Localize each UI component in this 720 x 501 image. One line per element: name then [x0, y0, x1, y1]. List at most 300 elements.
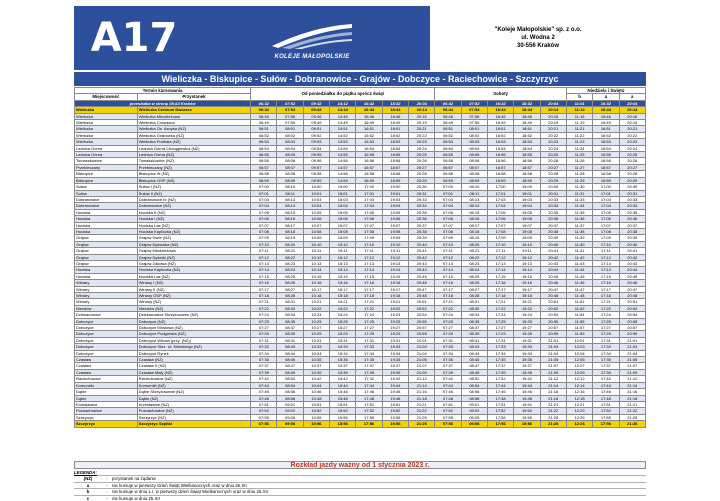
departure-time: 20:19 [540, 120, 566, 126]
departure-time: 10:01 [303, 190, 329, 196]
departure-time: 08:21 [461, 248, 487, 254]
departure-time: 17:33 [487, 344, 513, 350]
departure-time: 07:35 [251, 357, 277, 363]
departure-time: 14:57 [330, 164, 356, 170]
departure-time: 21:14 [619, 382, 645, 388]
departure-time: 17:18 [356, 293, 382, 299]
departure-time: 18:55 [382, 152, 408, 158]
departure-time: 21:18 [619, 395, 645, 401]
departure-time: 12:04 [566, 350, 592, 356]
stop-town: Dobranowice [75, 203, 138, 209]
departure-time: 07:44 [435, 382, 461, 388]
company-city: 30-556 Kraków [516, 43, 560, 49]
departure-time: 14:49 [330, 120, 356, 126]
departure-time: 18:51 [382, 126, 408, 132]
departure-time: 17:25 [356, 318, 382, 324]
departure-time: 09:57 [303, 164, 329, 170]
departure-time: 15:05 [330, 209, 356, 215]
departure-time: 17:10 [356, 241, 382, 247]
departure-time: 18:52 [382, 132, 408, 138]
departure-time: 20:29 [540, 177, 566, 183]
departure-time: 17:09 [487, 235, 513, 241]
departure-time: 07:34 [435, 350, 461, 356]
departure-time: 07:00 [435, 184, 461, 190]
departure-time: 08:56 [277, 389, 303, 395]
departure-time: 10:35 [303, 357, 329, 363]
stop-town: Huciska [75, 209, 138, 215]
departure-time: 11:38 [566, 228, 592, 234]
departure-time: 17:14 [356, 267, 382, 273]
departure-time: 07:21 [251, 299, 277, 305]
departure-time: 17:42 [487, 376, 513, 382]
connection-time: 11:01 [566, 100, 592, 106]
departure-time: 17:18 [593, 293, 619, 299]
departure-time: 20:38 [619, 228, 645, 234]
departure-time: 09:49 [303, 120, 329, 126]
departure-time: 09:05 [277, 414, 303, 420]
departure-time: 09:46 [303, 113, 329, 119]
departure-time: 19:11 [382, 248, 408, 254]
departure-time: 19:21 [514, 299, 540, 305]
departure-time: 17:14 [593, 267, 619, 273]
departure-time: 17:06 [487, 216, 513, 222]
departure-time: 17:51 [356, 401, 382, 407]
company-address [430, 6, 646, 70]
stop-town: Grajów [75, 248, 138, 254]
departure-time: 18:58 [382, 171, 408, 177]
departure-time: 19:48 [514, 395, 540, 401]
stop-name: Dobczyce Podgórska (NŻ) [137, 331, 250, 337]
departure-time: 21:03 [409, 344, 435, 350]
departure-time: 20:28 [409, 171, 435, 177]
departure-time: 20:39 [619, 235, 645, 241]
departure-time: 07:17 [435, 286, 461, 292]
departure-time: 17:42 [356, 376, 382, 382]
departure-time: 16:55 [487, 152, 513, 158]
departure-time: 10:46 [303, 389, 329, 395]
table-row [75, 421, 646, 427]
departure-time: 20:43 [409, 260, 435, 266]
departure-time: 06:53 [435, 139, 461, 145]
stop-name: Huciska Kapliczka (NŻ) [137, 228, 250, 234]
departure-time: 16:54 [593, 145, 619, 151]
departure-time: 15:00 [330, 184, 356, 190]
departure-time: 10:13 [303, 260, 329, 266]
departure-time: 20:26 [540, 158, 566, 164]
departure-time: 17:44 [593, 382, 619, 388]
departure-time: 17:27 [487, 325, 513, 331]
departure-time: 21:01 [409, 337, 435, 343]
departure-time: 15:42 [330, 376, 356, 382]
departure-time: 17:33 [356, 344, 382, 350]
departure-time: 18:53 [514, 139, 540, 145]
departure-time: 11:28 [566, 171, 592, 177]
stop-town: Huciska [75, 267, 138, 273]
stop-town: Wieliczka [75, 132, 138, 138]
departure-time: 21:12 [409, 376, 435, 382]
connection-time: 20:04 [409, 100, 435, 106]
departure-time: 17:56 [593, 421, 619, 427]
stop-town: Grajów [75, 254, 138, 260]
departure-time: 20:30 [409, 184, 435, 190]
departure-time: 08:32 [277, 305, 303, 311]
departure-time: 21:05 [619, 357, 645, 363]
departure-time: 21:12 [619, 376, 645, 382]
departure-time: 17:16 [487, 280, 513, 286]
departure-time: 08:01 [461, 126, 487, 132]
departure-time: 07:25 [251, 318, 277, 324]
connection-time: 16:32 [593, 100, 619, 106]
departure-time: 08:18 [277, 228, 303, 234]
departure-time: 19:52 [382, 408, 408, 414]
departure-time: 11:48 [566, 293, 592, 299]
departure-time: 15:10 [330, 241, 356, 247]
departure-time: 06:52 [435, 132, 461, 138]
departure-time: 20:54 [409, 312, 435, 318]
departure-time: 06:56 [435, 158, 461, 164]
departure-time: 09:06 [461, 421, 487, 427]
departure-time: 17:09 [356, 235, 382, 241]
departure-time: 20:43 [540, 260, 566, 266]
departure-time: 20:35 [540, 209, 566, 215]
departure-time: 19:14 [514, 267, 540, 273]
stop-name: Huciska I (NŻ) [137, 216, 250, 222]
departure-time: 19:06 [382, 216, 408, 222]
departure-time: 06:59 [251, 177, 277, 183]
departure-time: 19:07 [514, 222, 540, 228]
departure-time: 16:49 [356, 120, 382, 126]
departure-time: 17:27 [593, 325, 619, 331]
stop-name: Winiary I (NŻ) [137, 280, 250, 286]
departure-time: 19:56 [382, 421, 408, 427]
departure-time: 20:41 [619, 248, 645, 254]
departure-time: 07:55 [435, 414, 461, 420]
departure-time: 21:05 [409, 357, 435, 363]
stop-name: Przebieczany (NŻ) [137, 164, 250, 170]
departure-time: 07:15 [435, 273, 461, 279]
stop-name: Sułów I (NŻ) [137, 184, 250, 190]
departure-time: 06:46 [251, 113, 277, 119]
departure-time: 20:26 [409, 158, 435, 164]
departure-time: 20:38 [409, 228, 435, 234]
stop-town: Dobranowice [75, 196, 138, 202]
departure-time: 10:31 [303, 337, 329, 343]
departure-time: 08:06 [461, 158, 487, 164]
departure-time: 06:51 [251, 126, 277, 132]
departure-time: 18:44 [514, 107, 540, 113]
departure-time: 08:39 [277, 331, 303, 337]
departure-time: 09:53 [303, 139, 329, 145]
departure-time: 17:10 [593, 241, 619, 247]
departure-time: 21:05 [540, 357, 566, 363]
departure-time: 21:09 [409, 369, 435, 375]
departure-time: 07:46 [251, 389, 277, 395]
group-saturday: Soboty [435, 88, 567, 101]
departure-time: 17:31 [356, 337, 382, 343]
departure-time: 21:07 [619, 363, 645, 369]
departure-time: 19:04 [382, 203, 408, 209]
departure-time: 20:35 [409, 209, 435, 215]
stop-town: Lednica Górna [75, 152, 138, 158]
departure-time: 20:28 [619, 171, 645, 177]
departure-time: 07:54 [461, 107, 487, 113]
departure-time: 17:04 [593, 203, 619, 209]
departure-time: 20:51 [409, 299, 435, 305]
departure-time: 18:51 [514, 126, 540, 132]
departure-time: 17:01 [487, 190, 513, 196]
departure-time: 20:59 [409, 331, 435, 337]
departure-time: 17:00 [487, 184, 513, 190]
departure-time: 18:58 [514, 171, 540, 177]
departure-time: 20:47 [619, 286, 645, 292]
departure-time: 15:01 [330, 190, 356, 196]
departure-time: 16:59 [487, 177, 513, 183]
departure-time: 14:52 [330, 132, 356, 138]
departure-time: 20:24 [619, 145, 645, 151]
logo-swoosh-icon [268, 20, 356, 52]
departure-time: 08:17 [277, 222, 303, 228]
departure-time: 12:05 [566, 357, 592, 363]
connection-time: 06:32 [251, 100, 277, 106]
departure-time: 17:34 [487, 350, 513, 356]
departure-time: 15:51 [330, 401, 356, 407]
connection-time: 18:32 [514, 100, 540, 106]
departure-time: 19:24 [514, 312, 540, 318]
departure-time: 11:34 [566, 203, 592, 209]
departure-time: 07:05 [435, 209, 461, 215]
departure-time: 11:36 [566, 216, 592, 222]
departure-time: 16:53 [356, 139, 382, 145]
departure-time: 12:07 [566, 363, 592, 369]
departure-time: 20:46 [619, 280, 645, 286]
departure-time: 17:51 [593, 401, 619, 407]
departure-time: 20:22 [540, 132, 566, 138]
departure-time: 20:31 [540, 190, 566, 196]
company-street: ul. Wodna 2 [521, 35, 555, 41]
departure-time: 16:54 [356, 145, 382, 151]
departure-time: 17:12 [487, 254, 513, 260]
departure-time: 07:52 [435, 408, 461, 414]
departure-time: 19:08 [382, 228, 408, 234]
departure-time: 17:03 [356, 196, 382, 202]
departure-time: 21:07 [540, 363, 566, 369]
departure-time: 07:17 [251, 286, 277, 292]
departure-time: 21:21 [619, 401, 645, 407]
departure-time: 16:51 [487, 126, 513, 132]
departure-time: 07:39 [251, 369, 277, 375]
departure-time: 16:58 [356, 171, 382, 177]
departure-time: 11:51 [566, 299, 592, 305]
departure-time: 17:15 [487, 273, 513, 279]
departure-time: 16:44 [487, 107, 513, 113]
departure-time: 18:46 [514, 113, 540, 119]
stop-name: Raciechowice (NŻ) [137, 376, 250, 382]
departure-time: 20:38 [540, 228, 566, 234]
departure-time: 07:39 [435, 369, 461, 375]
departure-time: 21:04 [619, 350, 645, 356]
departure-time: 15:11 [330, 248, 356, 254]
departure-time: 17:25 [487, 318, 513, 324]
departure-time: 19:00 [382, 184, 408, 190]
departure-time: 16:51 [593, 126, 619, 132]
departure-time: 18:53 [382, 139, 408, 145]
departure-time: 08:32 [461, 305, 487, 311]
departure-time: 08:58 [461, 395, 487, 401]
stop-name: Dąbie (NŻ) [137, 395, 250, 401]
departure-time: 17:46 [356, 389, 382, 395]
stop-name: Lednica Górna (NŻ) [137, 152, 250, 158]
departure-time: 10:15 [303, 273, 329, 279]
departure-time: 20:34 [619, 203, 645, 209]
departure-time: 21:01 [619, 337, 645, 343]
logo-text: KOLEJE MAŁOPOLSKIE [274, 54, 350, 60]
departure-time: 20:27 [409, 164, 435, 170]
departure-time: 19:07 [382, 222, 408, 228]
stop-town: Komorniki [75, 382, 138, 388]
departure-time: 08:08 [461, 171, 487, 177]
departure-time: 09:01 [461, 401, 487, 407]
departure-time: 08:26 [277, 280, 303, 286]
stop-name: Lednica Górna Chorągiewica (NŻ) [137, 145, 250, 151]
departure-time: 10:48 [303, 395, 329, 401]
departure-time: 16:55 [356, 152, 382, 158]
departure-time: 12:16 [566, 389, 592, 395]
departure-time: 11:30 [566, 184, 592, 190]
departure-time: 20:30 [619, 184, 645, 190]
departure-time: 10:16 [303, 280, 329, 286]
departure-time: 07:01 [251, 190, 277, 196]
company-name: "Koleje Małopolskie" sp. z o.o. [494, 27, 582, 33]
departure-time: 15:52 [330, 408, 356, 414]
departure-time: 17:48 [356, 395, 382, 401]
stop-name: Wieliczka Grabówka (NŻ) [137, 132, 250, 138]
departure-time: 08:10 [277, 184, 303, 190]
departure-time: 19:24 [382, 312, 408, 318]
departure-time: 08:35 [277, 318, 303, 324]
departure-time: 17:55 [593, 414, 619, 420]
stop-name: Szczyrzyc (NŻ) [137, 414, 250, 420]
departure-time: 08:25 [277, 273, 303, 279]
departure-time: 19:42 [514, 376, 540, 382]
departure-time: 17:13 [593, 260, 619, 266]
departure-time: 17:05 [487, 209, 513, 215]
departure-time: 17:15 [593, 273, 619, 279]
departure-time: 20:48 [409, 293, 435, 299]
stop-town: Winiary [75, 286, 138, 292]
departure-time: 19:22 [514, 305, 540, 311]
departure-time: 08:43 [277, 344, 303, 350]
departure-time: 11:23 [566, 139, 592, 145]
departure-time: 20:31 [619, 190, 645, 196]
departure-time: 16:57 [487, 164, 513, 170]
departure-time: 17:27 [356, 325, 382, 331]
sunday-mark: b [566, 94, 592, 100]
departure-time: 21:14 [409, 382, 435, 388]
departure-time: 20:29 [619, 177, 645, 183]
connection-time: 16:32 [356, 100, 382, 106]
departure-time: 10:10 [303, 241, 329, 247]
departure-time: 06:57 [435, 164, 461, 170]
departure-time: 07:16 [435, 280, 461, 286]
departure-time: 21:03 [619, 344, 645, 350]
departure-time: 07:29 [435, 331, 461, 337]
departure-time: 16:49 [487, 120, 513, 126]
departure-time: 17:06 [356, 216, 382, 222]
stop-name: Dobczyce Mostowa (NŻ) [137, 325, 250, 331]
departure-time: 07:12 [251, 254, 277, 260]
legend-item: c - nie kursuje w dniu 25.XII [74, 495, 646, 501]
departure-time: 19:42 [382, 376, 408, 382]
departure-time: 08:15 [277, 209, 303, 215]
departure-time: 10:27 [303, 325, 329, 331]
departure-time: 18:57 [382, 164, 408, 170]
departure-time: 17:16 [356, 280, 382, 286]
departure-time: 07:24 [435, 312, 461, 318]
departure-time: 08:27 [461, 286, 487, 292]
stop-name: Huciska Las (NŻ) [137, 222, 250, 228]
stop-name: Tomaszkowice (NŻ) [137, 158, 250, 164]
departure-time: 17:21 [487, 299, 513, 305]
departure-time: 07:08 [435, 228, 461, 234]
departure-time: 09:01 [277, 401, 303, 407]
departure-time: 07:37 [251, 363, 277, 369]
departure-time: 19:05 [514, 209, 540, 215]
departure-time: 10:51 [303, 401, 329, 407]
departure-time: 20:46 [540, 280, 566, 286]
stop-town: Biskupice [75, 177, 138, 183]
departure-time: 19:18 [382, 293, 408, 299]
departure-time: 08:03 [277, 139, 303, 145]
departure-time: 20:24 [540, 145, 566, 151]
departure-time: 07:24 [251, 312, 277, 318]
departure-time: 07:29 [251, 331, 277, 337]
departure-time: 11:27 [566, 164, 592, 170]
departure-time: 19:21 [382, 299, 408, 305]
departure-time: 07:56 [435, 421, 461, 427]
departure-time: 19:17 [514, 286, 540, 292]
connection-time: 20:04 [619, 100, 645, 106]
stop-name: Wieliczka Podhala (NŻ) [137, 139, 250, 145]
departure-time: 09:55 [303, 152, 329, 158]
departure-time: 11:24 [566, 145, 592, 151]
departure-time: 21:16 [540, 389, 566, 395]
stop-name: Winiary OSP (NŻ) [137, 293, 250, 299]
departure-time: 20:33 [619, 196, 645, 202]
departure-time: 07:06 [251, 216, 277, 222]
stop-town: Biskupice [75, 171, 138, 177]
departure-time: 07:18 [251, 293, 277, 299]
stop-town: Dobczyce [75, 344, 138, 350]
departure-time: 20:44 [409, 267, 435, 273]
departure-time: 10:03 [303, 196, 329, 202]
stop-town: Poznachowice [75, 408, 138, 414]
departure-time: 06:44 [435, 107, 461, 113]
legend-value: nie kursuje w dniu 25.XII [112, 495, 160, 501]
departure-time: 17:17 [356, 286, 382, 292]
departure-time: 19:13 [514, 260, 540, 266]
departure-time: 19:39 [382, 369, 408, 375]
departure-time: 16:52 [356, 132, 382, 138]
departure-time: 14:53 [330, 139, 356, 145]
stop-name: Biskupice III (NŻ) [137, 171, 250, 177]
departure-time: 08:37 [277, 325, 303, 331]
departure-time: 15:21 [330, 299, 356, 305]
departure-time: 11:19 [566, 120, 592, 126]
departure-time: 20:52 [619, 305, 645, 311]
departure-time: 08:04 [277, 145, 303, 151]
departure-time: 14:46 [330, 113, 356, 119]
departure-time: 19:29 [514, 331, 540, 337]
